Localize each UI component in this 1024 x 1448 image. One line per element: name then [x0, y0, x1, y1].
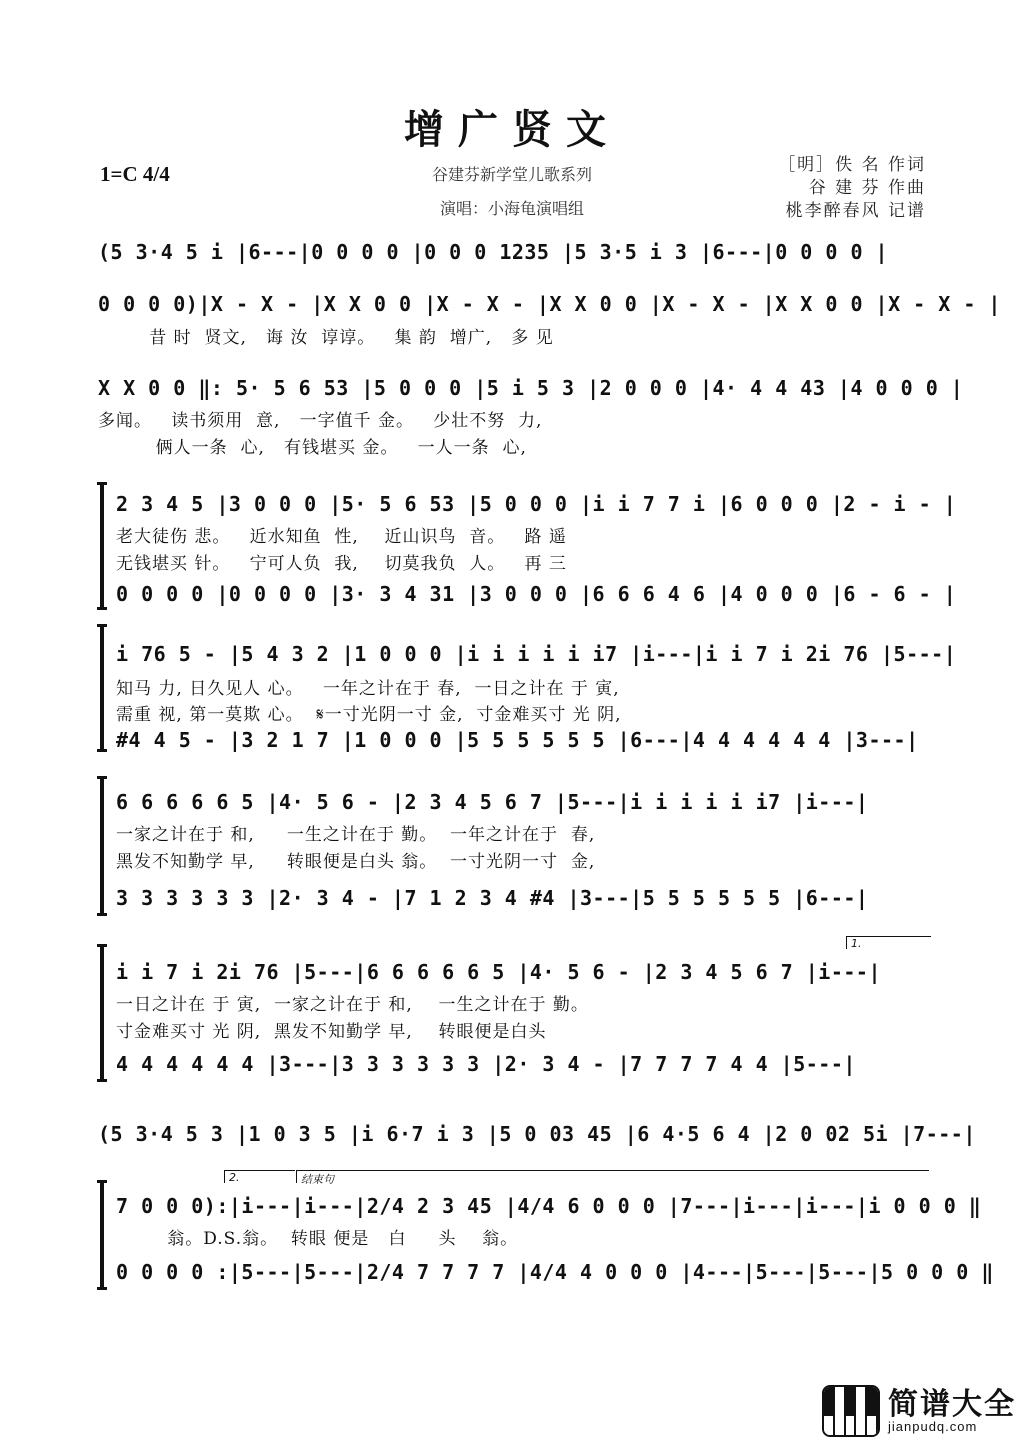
- score-row-3: X X 0 0 ‖: 5· 5 6 53 |5 0 0 0 |5 i 5 3 |2 0 0 0 |4· 4 4 43 |4 0 0 0 |: [98, 376, 964, 400]
- lyrics-row-4-verse-2: 无钱堪买 针。 宁可人负 我, 切莫我负 人。 再 三: [116, 554, 567, 574]
- system-bracket: [100, 776, 104, 916]
- lyrics-row-9: 翁。D.S.翁。 转眼 便是 白 头 翁。: [116, 1229, 519, 1249]
- volta-1: 1.: [846, 936, 931, 949]
- logo-url: jianpudq.com: [888, 1418, 978, 1434]
- site-logo: [822, 1384, 1016, 1438]
- lyrics-row-7-verse-2: 寸金难买寸 光 阴, 黑发不知勤学 早, 转眼便是白头: [116, 1022, 547, 1042]
- score-row-4-harmony: 0 0 0 0 |0 0 0 0 |3· 3 4 31 |3 0 0 0 |6 6 6 4 6 |4 0 0 0 |6 - 6 - |: [116, 582, 957, 606]
- score-row-1: (5 3·4 5 i |6---|0 0 0 0 |0 0 0 1235 |5 3·5 i 3 |6---|0 0 0 0 |: [98, 240, 889, 264]
- score-row-8-interlude: (5 3·4 5 3 |1 0 3 5 |i 6·7 i 3 |5 0 03 45 |6 4·5 6 4 |2 0 02 5i |7---|: [98, 1122, 976, 1146]
- logo-name: 简谱大全: [888, 1386, 1016, 1422]
- transcriber: 桃李醉春风 记谱: [785, 201, 926, 221]
- page-title: 增广贤文: [404, 106, 620, 153]
- lyrics-row-2: 昔 时 贤文, 诲 汝 谆谆。 集 韵 增广, 多 见: [98, 328, 554, 348]
- score-row-9-harmony: 0 0 0 0 :|5---|5---|2/4 7 7 7 7 |4/4 4 0 0 0 |4---|5---|5---|5 0 0 0 ‖: [116, 1260, 994, 1284]
- lyrics-row-6-verse-1: 一家之计在于 和, 一生之计在于 勤。 一年之计在于 春,: [116, 825, 596, 845]
- score-row-9: 7 0 0 0):|i---|i---|2/4 2 3 45 |4/4 6 0 0 0 |7---|i---|i---|i 0 0 0 ‖: [116, 1194, 982, 1218]
- lyricist: ［明］佚 名 作词: [778, 155, 926, 175]
- score-row-2: 0 0 0 0)|X - X - |X X 0 0 |X - X - |X X 0 0 |X - X - |X X 0 0 |X - X - |: [98, 292, 1001, 316]
- score-row-5: i 76 5 - |5 4 3 2 |1 0 0 0 |i i i i i i7 |i---|i i 7 i 2i 76 |5---|: [116, 642, 957, 666]
- score-row-7-harmony: 4 4 4 4 4 4 |3---|3 3 3 3 3 3 |2· 3 4 - |7 7 7 7 4 4 |5---|: [116, 1052, 856, 1076]
- system-bracket: [100, 944, 104, 1082]
- lyrics-row-7-verse-1: 一日之计在 于 寅, 一家之计在于 和, 一生之计在于 勤。: [116, 995, 589, 1015]
- system-bracket: [100, 624, 104, 752]
- lyrics-row-3-verse-1: 多闻。 读书须用 意, 一字值千 金。 少壮不努 力,: [98, 411, 543, 431]
- lyrics-row-5-verse-1: 知马 力, 日久见人 心。 一年之计在于 春, 一日之计在 于 寅,: [116, 679, 620, 699]
- performer: 演唱：小海龟演唱组: [439, 199, 584, 218]
- lyrics-row-4-verse-1: 老大徒伤 悲。 近水知鱼 性, 近山识鸟 音。 路 遥: [116, 527, 567, 547]
- score-row-4: 2 3 4 5 |3 0 0 0 |5· 5 6 53 |5 0 0 0 |i i 7 7 i |6 0 0 0 |2 - i - |: [116, 492, 957, 516]
- score-row-6: 6 6 6 6 6 5 |4· 5 6 - |2 3 4 5 6 7 |5---|i i i i i i7 |i---|: [116, 790, 869, 814]
- volta-2: 2.: [224, 1170, 295, 1183]
- lyrics-row-3-verse-2: 俩人一条 心, 有钱堪买 金。 一人一条 心,: [98, 438, 527, 458]
- key-signature: 1=C 4/4: [100, 162, 170, 186]
- series-name: 谷建芬新学堂儿歌系列: [431, 165, 592, 184]
- lyrics-row-5-verse-2: 需重 视, 第一莫欺 心。 𝄋一寸光阴一寸 金, 寸金难买寸 光 阴,: [116, 705, 622, 725]
- score-row-6-harmony: 3 3 3 3 3 3 |2· 3 4 - |7 1 2 3 4 #4 |3---|5 5 5 5 5 5 |6---|: [116, 886, 869, 910]
- piano-icon: [822, 1385, 880, 1437]
- system-bracket: [100, 482, 104, 610]
- system-bracket: [100, 1180, 104, 1290]
- coda-label: 结束句: [296, 1170, 929, 1183]
- lyrics-row-6-verse-2: 黑发不知勤学 早, 转眼便是白头 翁。 一寸光阴一寸 金,: [116, 852, 596, 872]
- score-row-7: i i 7 i 2i 76 |5---|6 6 6 6 6 5 |4· 5 6 - |2 3 4 5 6 7 |i---|: [116, 960, 882, 984]
- score-row-5-harmony: #4 4 5 - |3 2 1 7 |1 0 0 0 |5 5 5 5 5 5 |6---|4 4 4 4 4 4 |3---|: [116, 728, 919, 752]
- composer: 谷 建 芬 作曲: [808, 178, 926, 198]
